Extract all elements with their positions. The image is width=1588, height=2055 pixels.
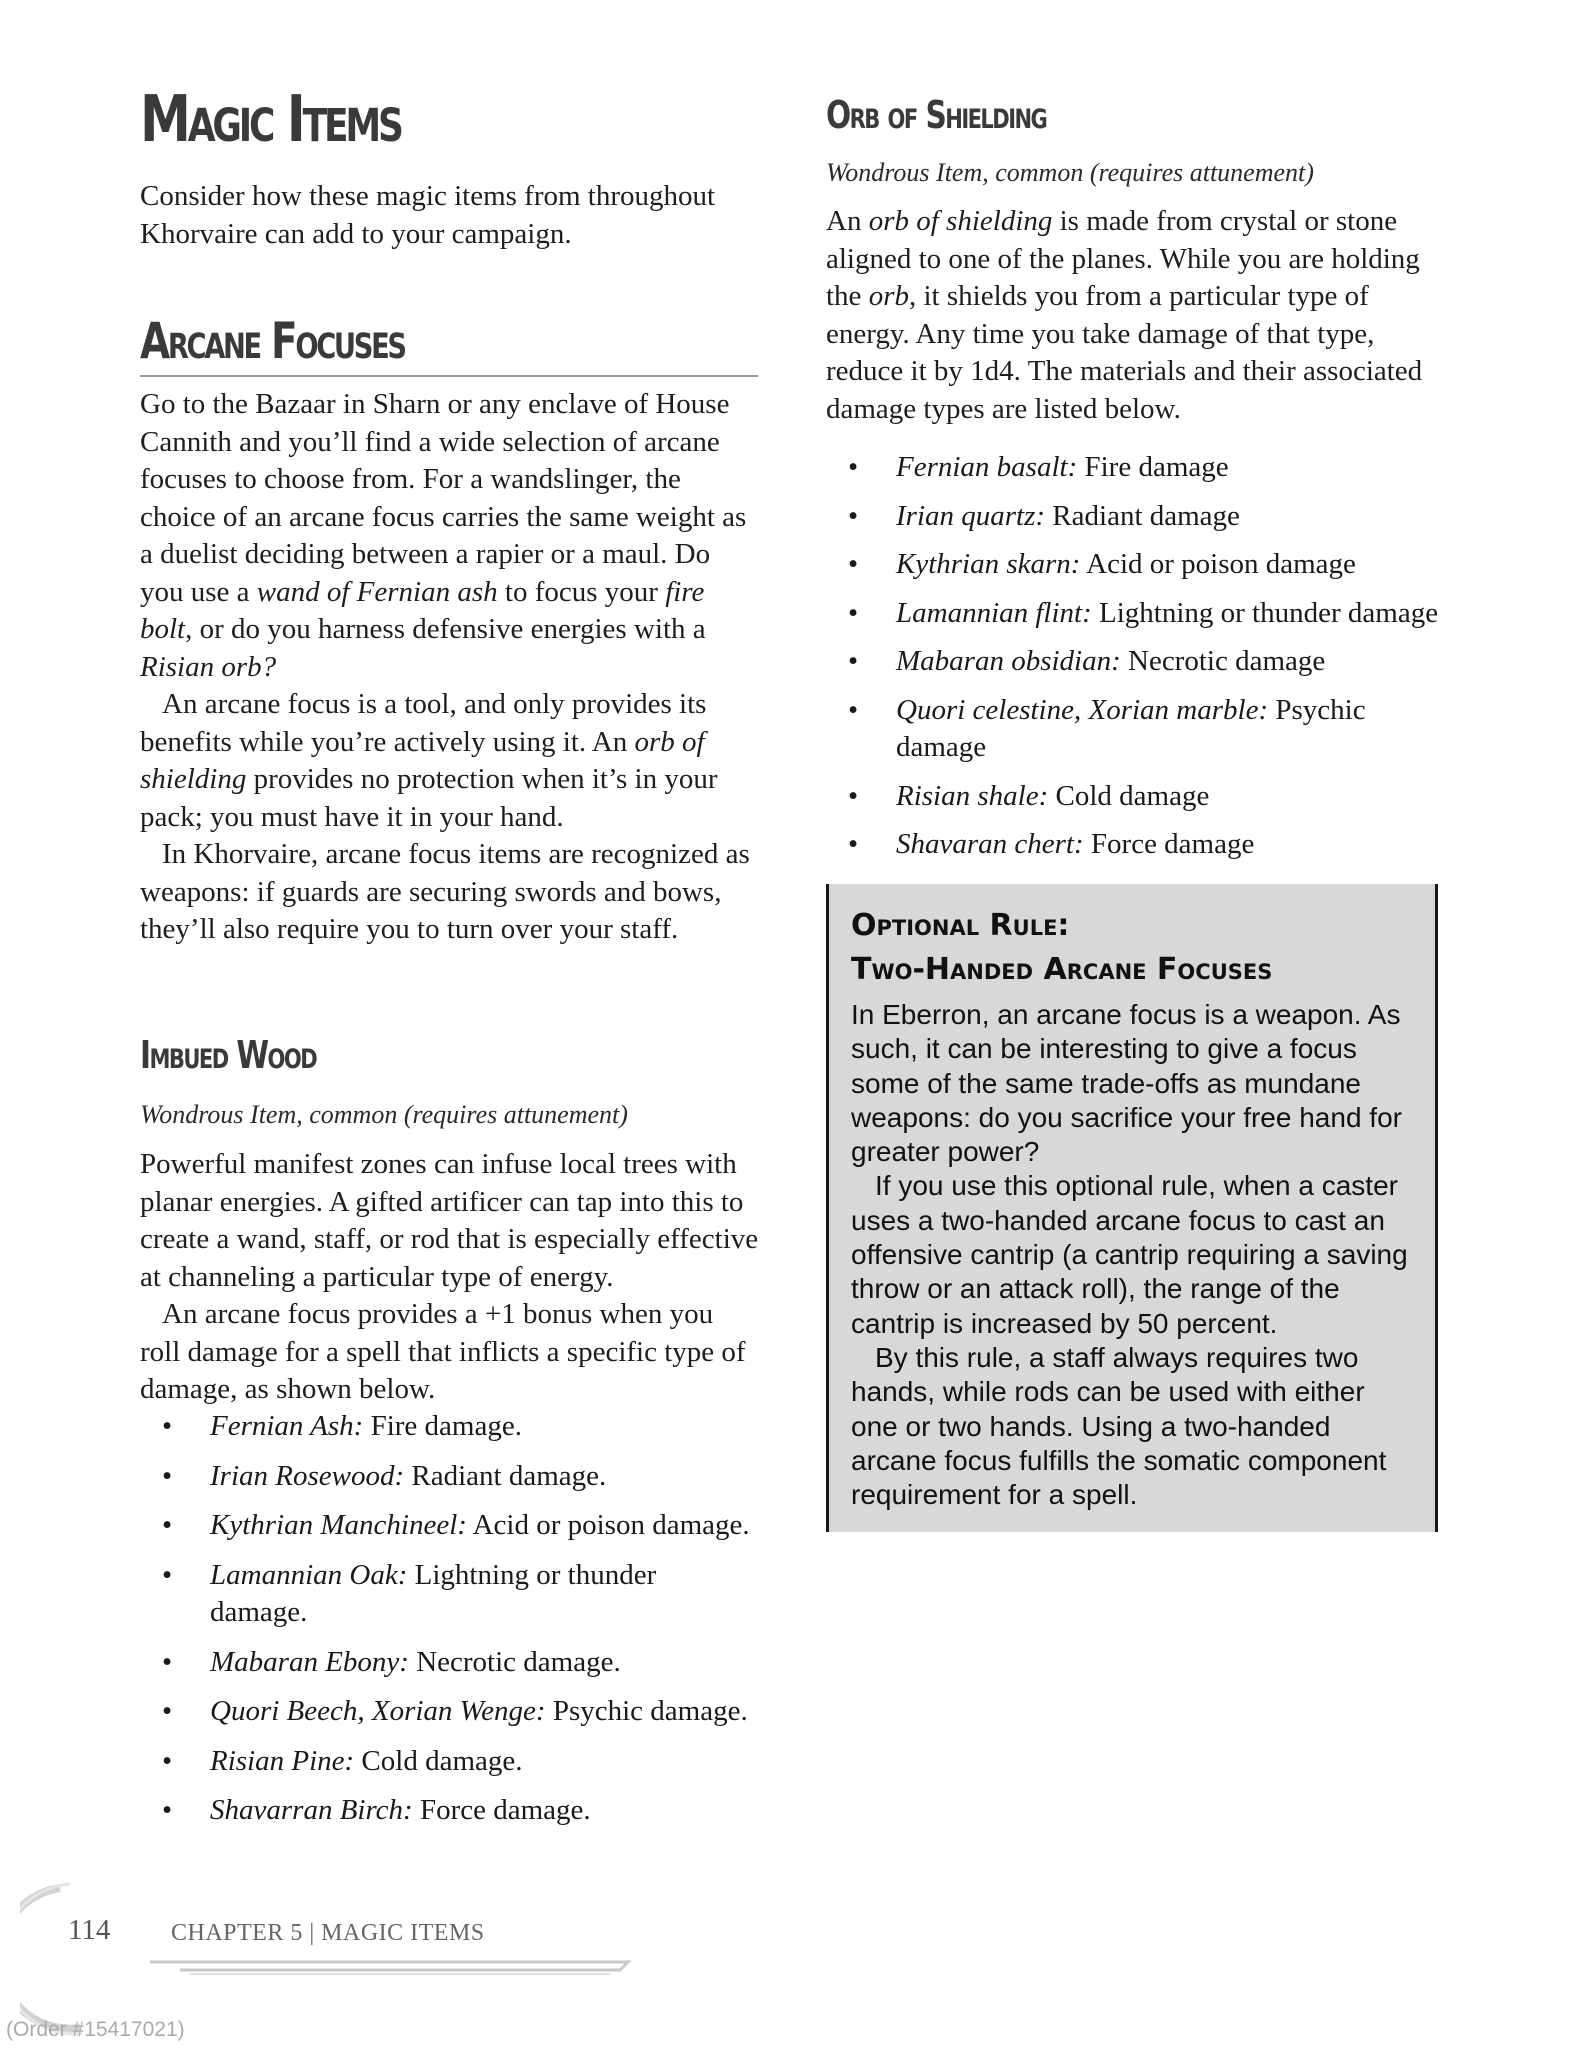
list-item: • Kythrian skarn: Acid or poison damage bbox=[826, 546, 1451, 584]
list-item: • Quori celestine, Xorian marble: Psychic damage bbox=[848, 693, 1366, 763]
sidebar-title-line-1: Optional Rule: bbox=[851, 908, 1070, 943]
magic-items-heading: Magic Items bbox=[140, 83, 401, 157]
orb-of-shielding-heading: Orb of Shielding bbox=[826, 93, 1047, 137]
imbued-wood-subtitle: Wondrous Item, common (requires attunement) bbox=[140, 1100, 628, 1129]
list-item: • Lamannian flint: Lightning or thunder damage bbox=[826, 595, 1451, 633]
imbued-wood-paragraph-1: Powerful manifest zones can infuse local trees with planar energies. A gifted artificer can tap into this to create a wand, staff, or rod that is especially effective at channeling a particular type of energy. bbox=[140, 1148, 759, 1293]
orb-of-shielding-list bbox=[826, 449, 1451, 864]
footer-rule bbox=[150, 1952, 640, 1978]
arcane-focuses-paragraph-1: Go to the Bazaar in Sharn or any enclave of House Cannith and you’ll find a wide selection of arcane focuses to choose from. For a wandslinger, the choice of an arcane focus carries the same weight as a duelist deciding between a rapier or a maul. Do you use a wand of Fernian ash to focus your fire bolt, or do you harness defensive energies with a Risian orb? bbox=[140, 388, 747, 683]
imbued-wood-paragraph-2: An arcane focus provides a +1 bonus when you roll damage for a spell that inflicts a specific type of damage, as shown below. bbox=[140, 1298, 746, 1405]
orb-of-shielding-subtitle: Wondrous Item, common (requires attunement) bbox=[826, 158, 1314, 187]
bullet: • bbox=[848, 451, 859, 483]
page-corner-ornament bbox=[20, 1878, 140, 2038]
section-divider bbox=[140, 375, 758, 377]
list-item: • Shavaran chert: Force damage bbox=[826, 826, 1451, 864]
list-item: • Lamannian Oak: Lightning or thunder damage. bbox=[162, 1558, 657, 1628]
list-item: • Fernian basalt: Fire damage bbox=[826, 449, 1451, 487]
magic-items-intro: Consider how these magic items from throughout Khorvaire can add to your campaign. bbox=[140, 180, 716, 250]
order-watermark: (Order #15417021) bbox=[6, 2018, 185, 2041]
list-item: • Quori Beech, Xorian Wenge: Psychic damage. bbox=[140, 1693, 760, 1731]
bullet: • bbox=[162, 1558, 173, 1591]
list-item: • Mabaran obsidian: Necrotic damage bbox=[826, 643, 1451, 681]
sidebar-paragraph-1: In Eberron, an arcane focus is a weapon. As such, it can be interesting to give a focus some of the same trade-offs as mundane weapons: do you sacrifice your free hand for greater power? bbox=[851, 999, 1402, 1168]
list-item: • Fernian Ash: Fire damage. bbox=[140, 1408, 760, 1446]
bullet: • bbox=[162, 1744, 173, 1777]
imbued-wood-section bbox=[140, 1033, 760, 1826]
arcane-focuses-paragraph-3: In Khorvaire, arcane focus items are recognized as weapons: if guards are securing swords and bows, they’ll also require you to turn over your staff. bbox=[140, 838, 750, 945]
bullet: • bbox=[162, 1410, 173, 1442]
bullet: • bbox=[162, 1794, 173, 1826]
imbued-wood-heading: Imbued Wood bbox=[140, 1033, 317, 1077]
bullet: • bbox=[162, 1695, 173, 1727]
bullet: • bbox=[848, 645, 859, 677]
sidebar-paragraph-2: If you use this optional rule, when a caster uses a two-handed arcane focus to cast an offensive cantrip (a cantrip requiring a saving throw or an attack roll), the range of the cantrip is increased by 50 percent. bbox=[851, 1170, 1408, 1339]
list-item: • Risian shale: Cold damage bbox=[826, 778, 1451, 816]
arcane-focuses-section bbox=[140, 312, 760, 945]
orb-of-shielding-paragraph: An orb of shielding is made from crystal or stone aligned to one of the planes. While you are holding the orb, it shields you from a particular type of energy. Any time you take damage of that type, reduce it by 1d4. The materials and their associated damage types are listed below. bbox=[826, 205, 1423, 425]
sidebar-paragraph-3: By this rule, a staff always requires two hands, while rods can be used with either one or two hands. Using a two-handed arcane focus fulfills the somatic component requirement for a spell. bbox=[851, 1341, 1387, 1511]
bullet: • bbox=[162, 1459, 173, 1492]
arcane-focuses-paragraph-2: An arcane focus is a tool, and only provides its benefits while you’re actively using it. An orb of shielding provides no protection when it’s in your pack; you must have it in your hand. bbox=[140, 688, 718, 833]
list-item: • Risian Pine: Cold damage. bbox=[140, 1743, 760, 1781]
page-number: 114 bbox=[68, 1914, 111, 1946]
bullet: • bbox=[162, 1645, 173, 1678]
bullet: • bbox=[848, 548, 859, 580]
sidebar-title-line-2: Two-Handed Arcane Focuses bbox=[851, 952, 1273, 987]
imbued-wood-list bbox=[140, 1408, 760, 1830]
optional-rule-sidebar bbox=[826, 884, 1438, 1532]
bullet: • bbox=[848, 828, 859, 860]
list-item: • Irian Rosewood: Radiant damage. bbox=[140, 1458, 760, 1496]
bullet: • bbox=[848, 779, 859, 812]
chapter-label: CHAPTER 5 | MAGIC ITEMS bbox=[171, 1920, 485, 1946]
bullet: • bbox=[162, 1509, 173, 1541]
bullet: • bbox=[848, 499, 859, 532]
list-item: • Shavarran Birch: Force damage. bbox=[140, 1792, 760, 1830]
bullet: • bbox=[848, 596, 859, 629]
list-item: • Irian quartz: Radiant damage bbox=[826, 498, 1451, 536]
list-item: • Kythrian Manchineel: Acid or poison damage. bbox=[140, 1507, 760, 1545]
bullet: • bbox=[848, 693, 859, 726]
list-item: • Mabaran Ebony: Necrotic damage. bbox=[140, 1644, 760, 1682]
arcane-focuses-heading: Arcane Focuses bbox=[140, 312, 405, 370]
